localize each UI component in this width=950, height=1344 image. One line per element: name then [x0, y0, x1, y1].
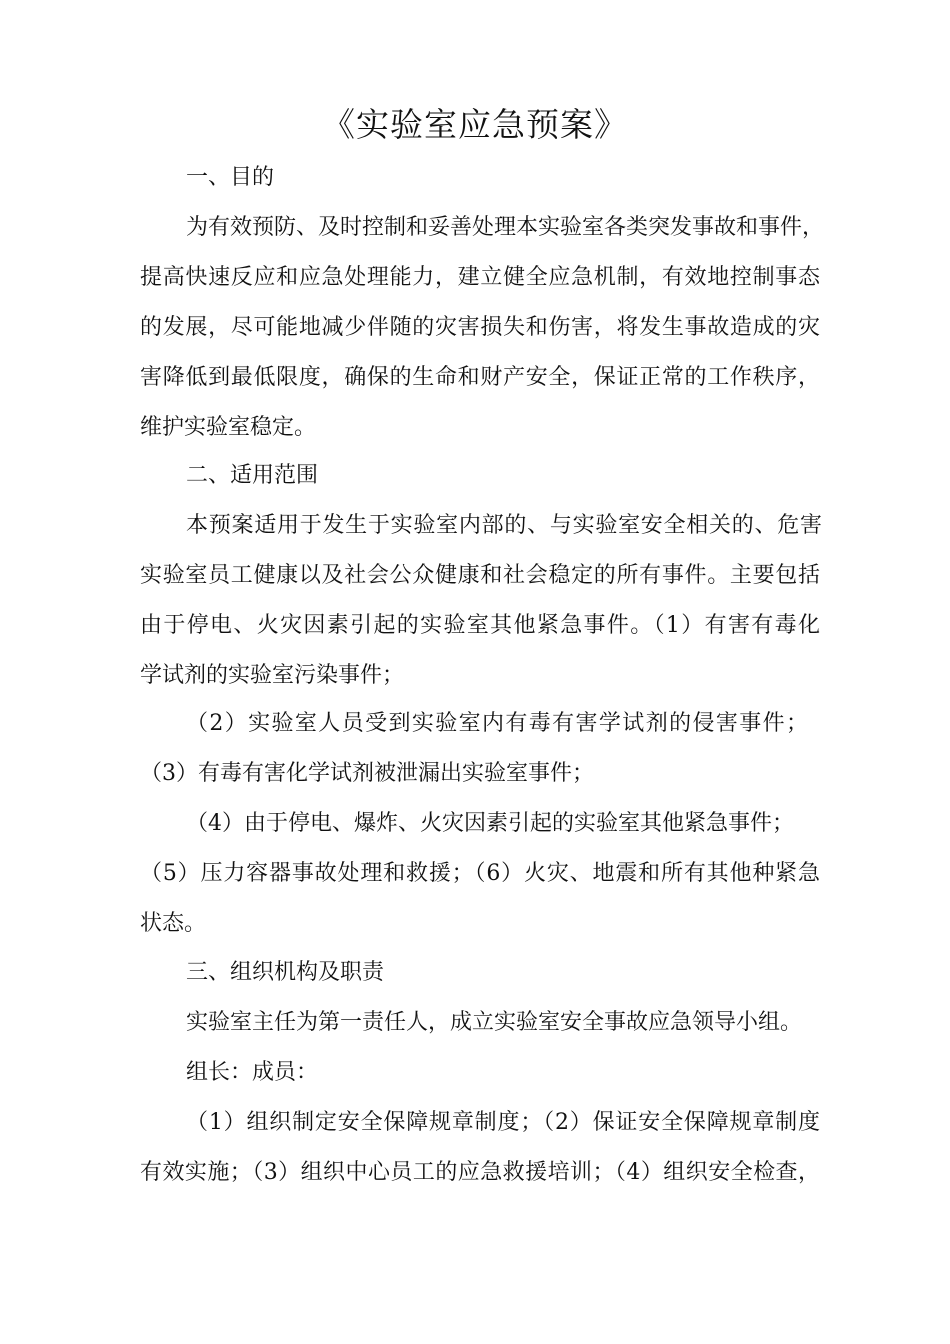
paragraph-line: 组长：成员： [186, 1060, 319, 1085]
section-heading-scope: 二、适用范围 [186, 463, 319, 488]
document-title: 《实验室应急预案》 [322, 105, 628, 144]
paragraph-line: 学试剂的实验室污染事件； [140, 663, 405, 688]
paragraph-line: 的发展，尽可能地减少伴随的灾害损失和伤害，将发生事故造成的灾 [140, 315, 820, 340]
list-item: （5）压力容器事故处理和救援；（6）火灾、地震和所有其他种紧急 [140, 861, 820, 886]
list-item: （4）由于停电、爆炸、火灾因素引起的实验室其他紧急事件； [186, 811, 794, 836]
section-heading-organization: 三、组织机构及职责 [186, 960, 385, 985]
paragraph-line: 维护实验室稳定。 [140, 415, 317, 440]
paragraph-line: 提高快速反应和应急处理能力，建立健全应急机制，有效地控制事态 [140, 265, 820, 290]
paragraph-line: 实验室主任为第一责任人，成立实验室安全事故应急领导小组。 [186, 1010, 803, 1035]
paragraph-line: 实验室员工健康以及社会公众健康和社会稳定的所有事件。主要包括 [140, 563, 820, 588]
list-item: （1）组织制定安全保障规章制度；（2）保证安全保障规章制度 [186, 1110, 820, 1135]
list-item: （3）有毒有害化学试剂被泄漏出实验室事件； [140, 761, 594, 786]
list-item: （2）实验室人员受到实验室内有毒有害学试剂的侵害事件； [186, 711, 808, 736]
paragraph-line: 本预案适用于发生于实验室内部的、与实验室安全相关的、危害 [186, 513, 822, 538]
list-item: 状态。 [140, 911, 207, 936]
list-item: 有效实施；（3）组织中心员工的应急救援培训；（4）组织安全检查， [140, 1160, 820, 1185]
paragraph-line: 由于停电、火灾因素引起的实验室其他紧急事件。（1）有害有毒化 [140, 613, 820, 638]
section-heading-purpose: 一、目的 [186, 165, 275, 190]
paragraph-line: 害降低到最低限度，确保的生命和财产安全，保证正常的工作秩序， [140, 365, 820, 390]
paragraph-line: 为有效预防、及时控制和妥善处理本实验室各类突发事故和事件， [186, 215, 825, 240]
